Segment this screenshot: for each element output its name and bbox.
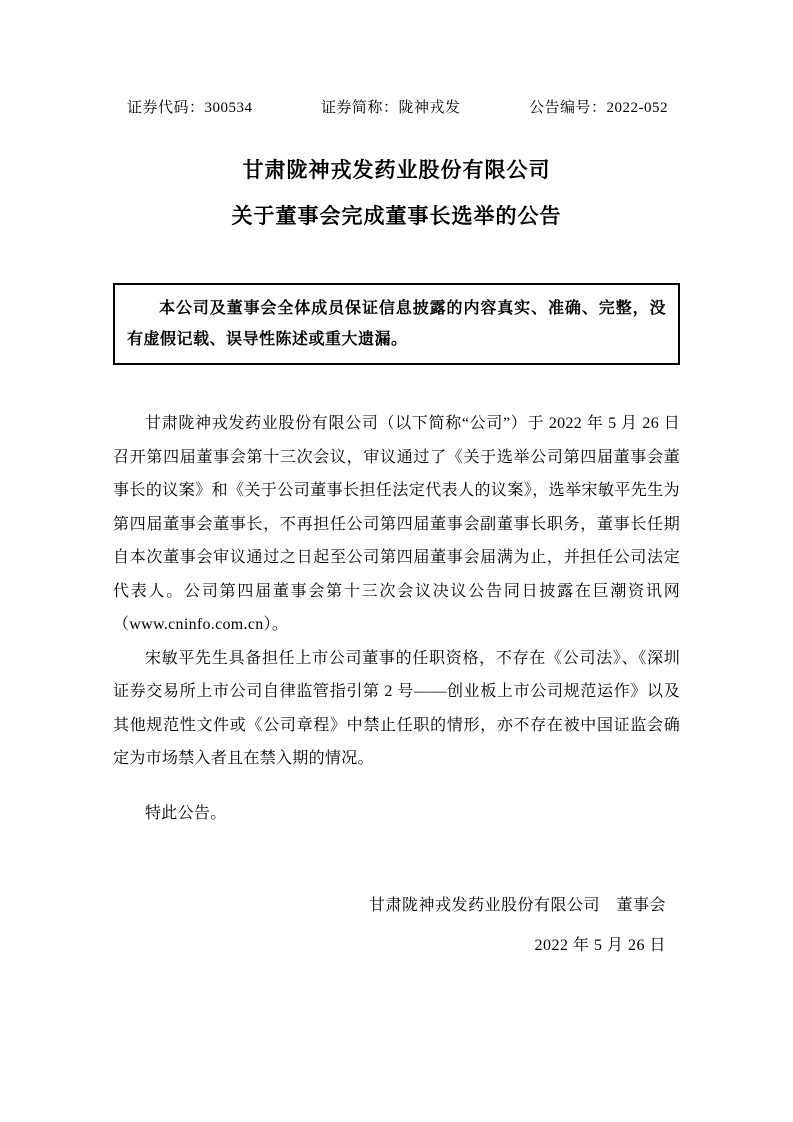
stock-name-label: 证券简称： (320, 100, 399, 116)
document-body (113, 407, 680, 830)
disclaimer-text: 本公司及董事会全体成员保证信息披露的内容真实、准确、完整，没有虚假记载、误导性陈述或重大遗漏。 (127, 300, 666, 348)
stock-name (321, 96, 461, 117)
announcement-number-label: 公告编号： (528, 100, 607, 116)
signature-date: 2022 年 5 月 26 日 (534, 937, 666, 954)
disclaimer-box (113, 283, 680, 365)
document-header (113, 96, 680, 117)
body-paragraph-1: 甘肃陇神戎发药业股份有限公司（以下简称“公司”）于 2022 年 5 月 26 日召开第四届董事会第十三次会议，审议通过了《关于选举公司第四届董事会董事长的议案》和《关于公司董事长担任法定代表人的议案》，选举宋敏平先生为第四届董事会董事长，不再担任公司第四届董事会副董事长职务，董事长任期自本次董事会审议通过之日起至公司第四届董事会届满为止，并担任公司法定代表人。公司第四届董事会第十三次会议决议公告同日披露在巨潮资讯网（www.cninfo.com.cn）。 (113, 415, 680, 633)
signature-block (113, 886, 680, 966)
document-title (113, 147, 680, 239)
signature-company: 甘肃陇神戎发药业股份有限公司 董事会 (368, 897, 666, 914)
body-paragraph-2: 宋敏平先生具备担任上市公司董事的任职资格，不存在《公司法》、《深圳证券交易所上市公司自律监管指引第 2 号——创业板上市公司规范运作》以及其他规范性文件或《公司章程》中禁止任职的情形，亦不存在被中国证监会确定为市场禁入者且在禁入期的情况。 (113, 649, 680, 767)
stock-code (127, 96, 253, 117)
title-line-1: 甘肃陇神戎发药业股份有限公司 (242, 158, 551, 182)
title-line-2: 关于董事会完成董事长选举的公告 (231, 204, 562, 228)
announcement-number-value: 2022-052 (606, 100, 668, 116)
closing-statement: 特此公告。 (145, 804, 227, 822)
stock-code-label: 证券代码： (127, 100, 205, 116)
announcement-number (529, 96, 668, 117)
stock-name-value: 陇神戎发 (398, 100, 461, 116)
stock-code-value: 300534 (204, 100, 253, 116)
